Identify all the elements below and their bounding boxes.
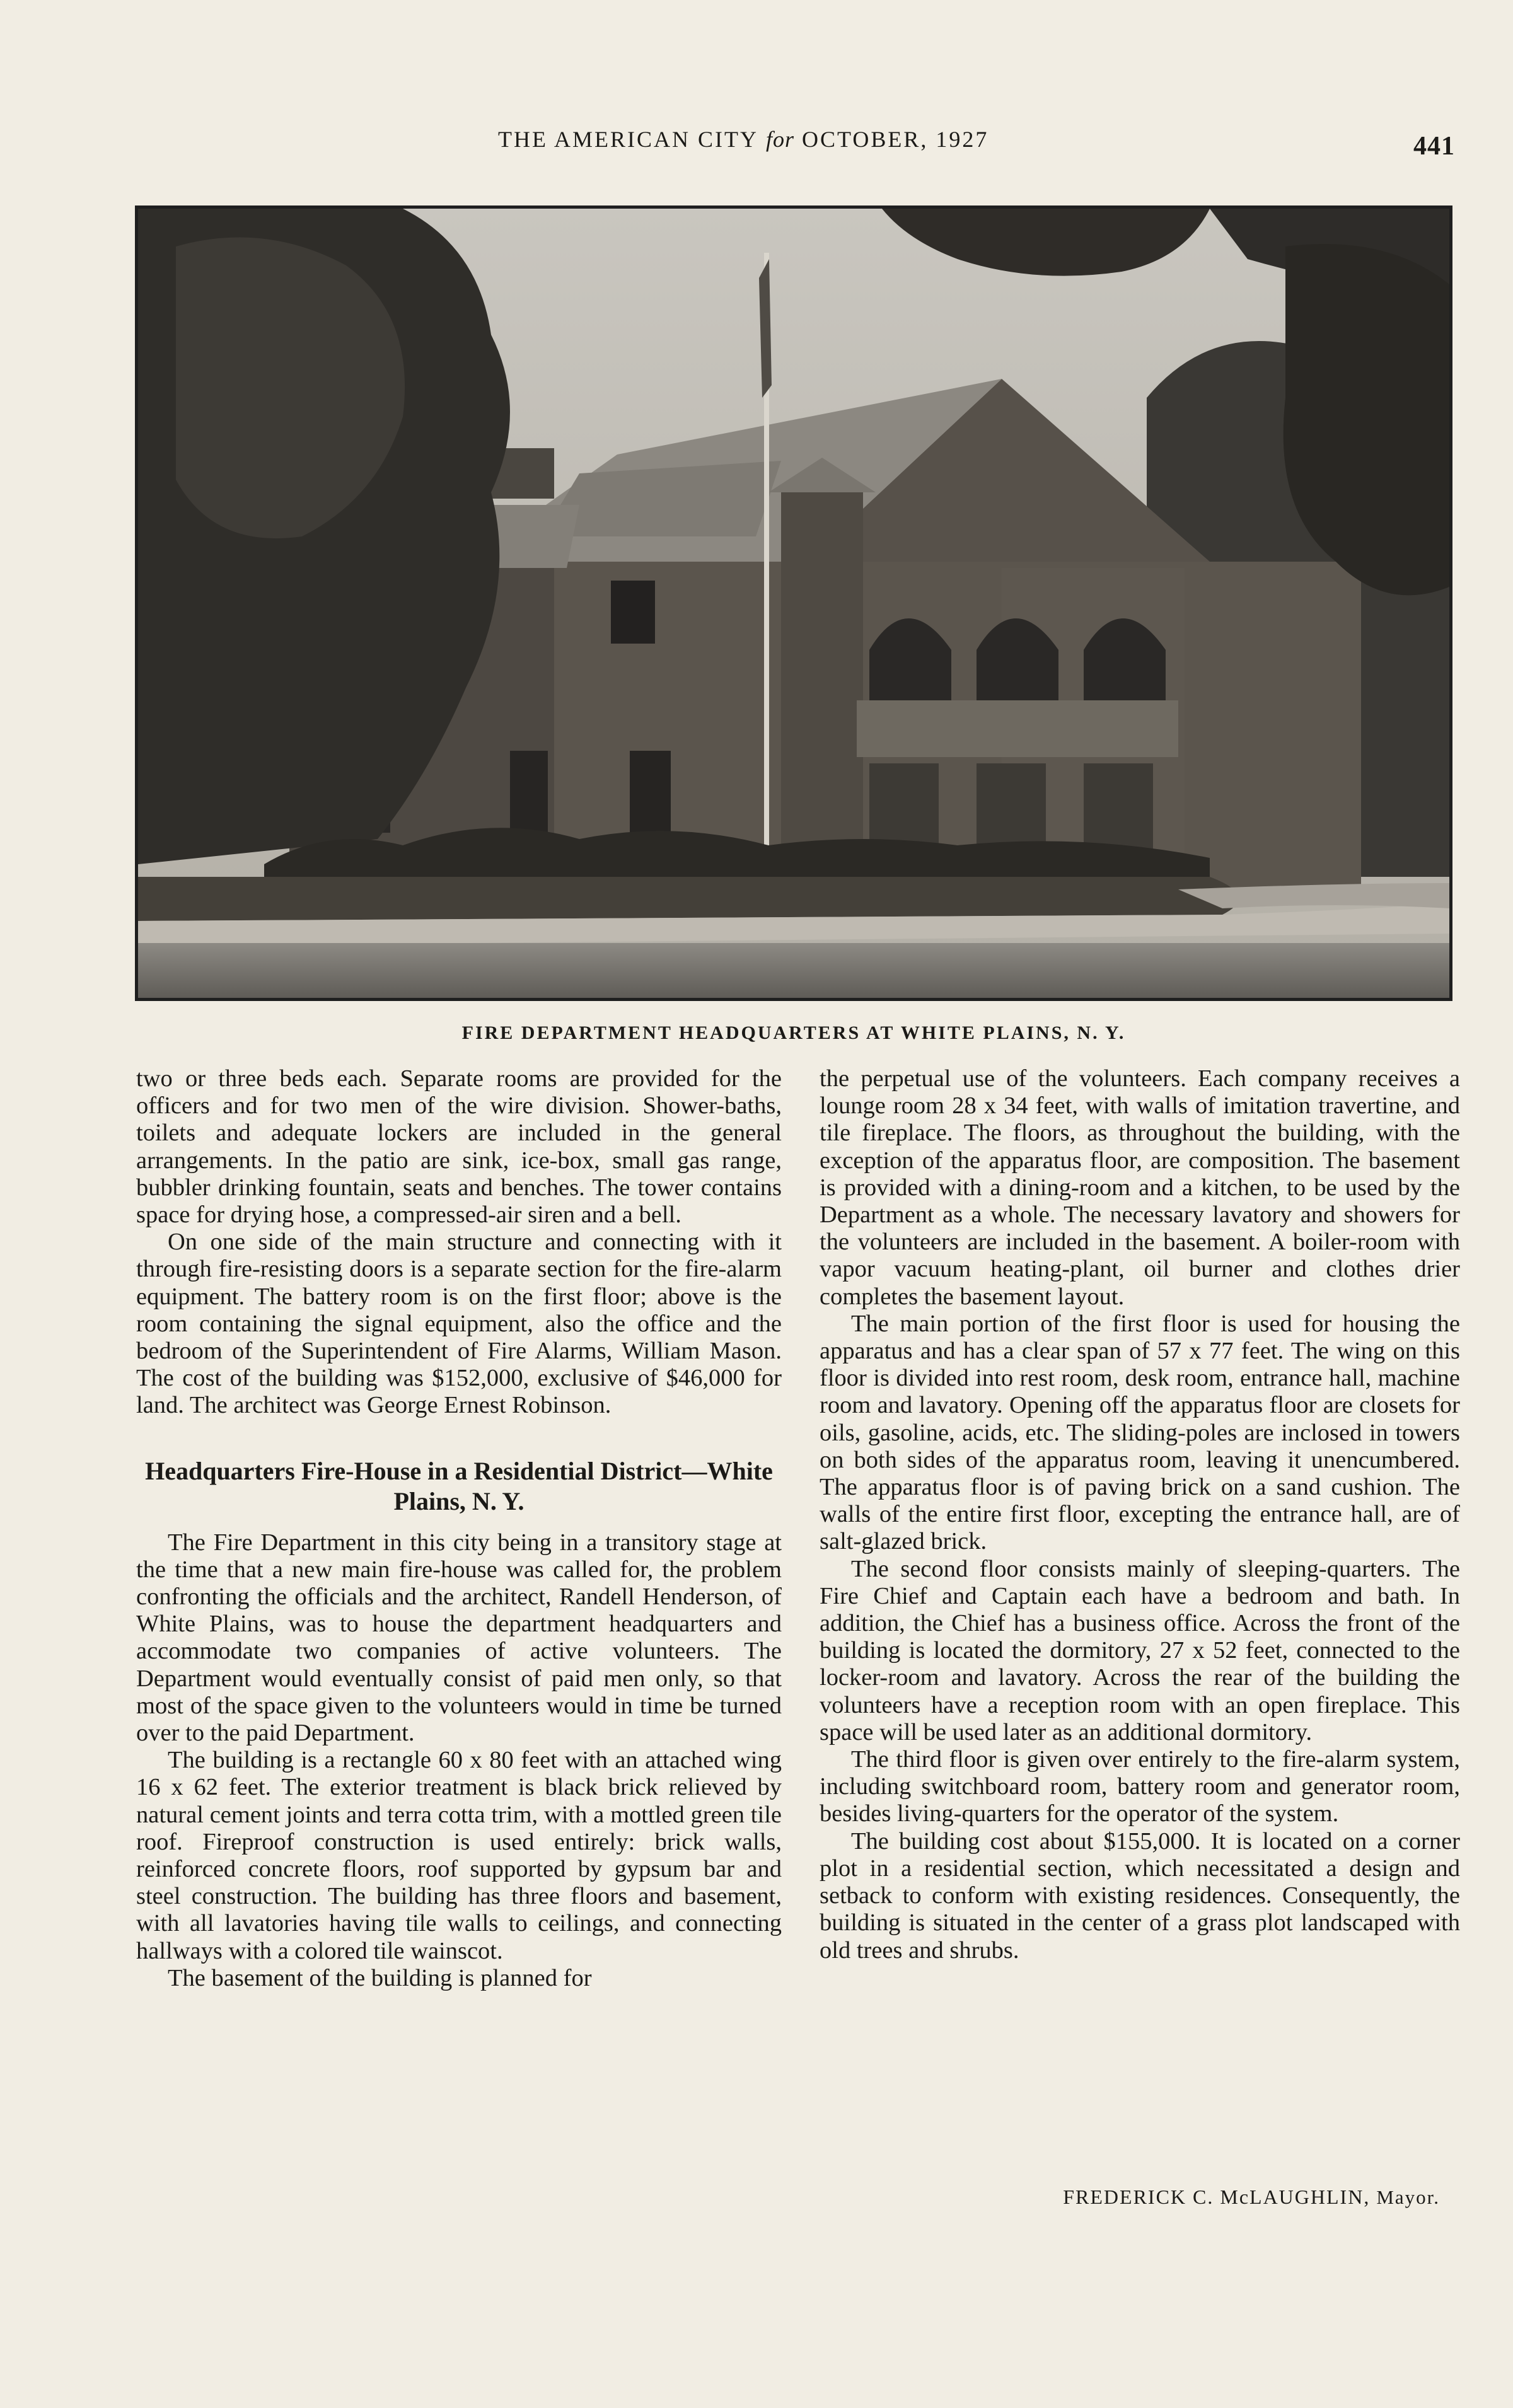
left-paragraph-1: two or three beds each. Separate rooms are provided for the officers and for two men of the wire division. Shower-baths, toilets and adequate lockers are included in the general arrangements. In the patio are sink, ice-box, small gas range, bubbler drinking fountain, seats and benches. The tower contains space for drying hose, a compressed-air siren and a bell. [136, 1065, 782, 1229]
fire-headquarters-photo [135, 205, 1452, 1001]
running-header [498, 126, 1103, 153]
header-for-word: for [766, 127, 795, 152]
left-paragraph-5: The basement of the building is planned for [168, 1964, 592, 1991]
author-signature [1063, 2185, 1440, 2209]
issue-date: OCTOBER, 1927 [802, 127, 989, 152]
photo-illustration [138, 209, 1449, 998]
right-column [820, 1065, 1460, 1964]
publication-title: THE AMERICAN CITY [498, 127, 758, 152]
author-title: Mayor. [1376, 2186, 1440, 2208]
page-number: 441 [1413, 132, 1455, 161]
right-paragraph-1: the perpetual use of the volunteers. Each company receives a lounge room 28 x 34 feet, with walls of imitation travertine, and tile fireplace. The floors, as throughout the building, with the exception of the apparatus floor, are composition. The basement is provided with a dining-room and a kitchen, to be used by the Department as a whole. The necessary lavatory and showers for the volunteers are included in the basement. A boiler-room with vapor vacuum heating-plant, oil burner and clothes drier completes the basement layout. [820, 1065, 1460, 1310]
left-column [136, 1065, 782, 1992]
right-paragraph-4: The third floor is given over entirely to the fire-alarm system, including switchboard room, battery room and generator room, besides living-quarters for the operator of the system. [820, 1746, 1460, 1827]
right-paragraph-2: The main portion of the first floor is used for housing the apparatus and has a clear span of 57 x 77 feet. The wing on this floor is divided into rest room, desk room, entrance hall, machine room and lavatory. Opening off the apparatus floor are closets for oils, gasoline, acids, etc. The sliding-poles are inclosed in towers on both sides of the apparatus room, leaving it unencumbered. The apparatus floor is of paving brick on a sand cushion. The walls of the entire first floor, excepting the entrance hall, are of salt-glazed brick. [820, 1310, 1460, 1555]
section-headline: Headquarters Fire-House in a Residential District—White Plains, N. Y. [145, 1456, 773, 1515]
left-paragraph-4: The building is a rectangle 60 x 80 feet with an attached wing 16 x 62 feet. The exterior treatment is black brick relieved by natural cement joints and terra cotta trim, with a mottled green tile roof. Fireproof construction is used entirely: brick walls, reinforced concrete floors, roof supported by gypsum bar and steel construction. The building has three floors and basement, with all lavatories having tile walls to ceilings, and connecting hallways with a colored tile wainscot. [136, 1747, 782, 1964]
photo-caption: FIRE DEPARTMENT HEADQUARTERS AT WHITE PLAINS, N. Y. [461, 1022, 1126, 1043]
right-paragraph-3: The second floor consists mainly of sleeping-quarters. The Fire Chief and Captain each have a bedroom and bath. In addition, the Chief has a business office. Across the front of the building is located the dormitory, 27 x 52 feet, connected to the locker-room and lavatory. Across the rear of the building the volunteers have a reception room with an open fireplace. This space will be used later as an additional dormitory. [820, 1555, 1460, 1745]
author-name: FREDERICK C. McLAUGHLIN, [1063, 2185, 1371, 2208]
left-paragraph-3: The Fire Department in this city being in a transitory stage at the time that a new main fire-house was called for, the problem confronting the officials and the architect, Randell Henderson, of White Plains, was to house the department headquarters and accommodate two companies of active volunteers. The Department would eventually consist of paid men only, so that most of the space given to the volunteers would in time be turned over to the paid Department. [136, 1529, 782, 1747]
left-paragraph-2: On one side of the main structure and connecting with it through fire-resisting doors is a separate section for the fire-alarm equipment. The battery room is on the first floor; above is the room containing the signal equipment, also the office and the bedroom of the Superintendent of Fire Alarms, William Mason. The cost of the building was $152,000, exclusive of $46,000 for land. The architect was George Ernest Robinson. [136, 1229, 782, 1419]
right-paragraph-5: The building cost about $155,000. It is located on a corner plot in a residential section, which necessitated a design and setback to conform with existing residences. Consequently, the building is situated in the center of a grass plot landscaped with old trees and shrubs. [820, 1827, 1460, 1964]
